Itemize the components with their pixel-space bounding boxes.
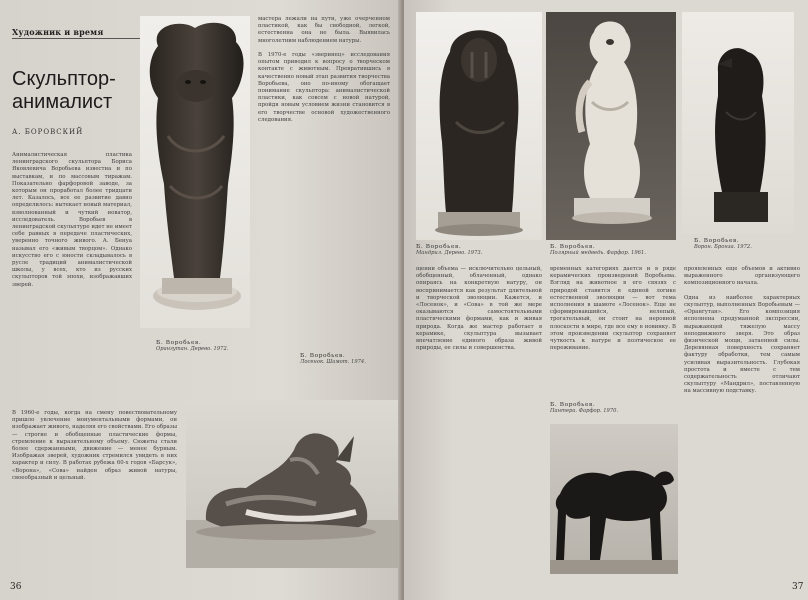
caption-panther (550, 402, 676, 414)
caption-polar-bear-work: Полярный медведь. Фарфор. 1961. (550, 250, 646, 256)
mandrill-sculpture-image (416, 12, 542, 240)
caption-raven-name: Б. Воробьев. (694, 238, 740, 244)
caption-mandrill (416, 244, 542, 256)
orangutan-sculpture-image (140, 16, 250, 328)
column-middle-text: мастера лежали на пути, уже очерченном пластикой, как бы свободной, легкой, естественна она не была. Выявилась многолетним наблюдением натуры. В 1970-е годы «зверинец» исследования опытом приводил к вопросу о творческом контакте с животным. Превратившись в качественно новый этап развития творчества Воробьева, оно по-иному обогащает понимание скульптора: анималистической пластики, как совсем с новой натурой, пройдя новым условием жизни становится в его творчестве основой художественного следования. (258, 16, 390, 123)
lower-text: В 1960-е годы, когда на смену повествовательному пришло увлечение монументальными формами, он изображает живого, наделяя его свойствами. Его образы — строгие и обобщенные пластические формы, стремление к выразительному объему. Сюжеты стали более сдержанными, движение — менее бурным. Изображая зверей, художник стремился увидеть в них характер и силу. В работах рубежа 60-х годов «Барсук», «Ворона», «Сова» найден образ живой натуры, своеобразный и цельный. (12, 410, 179, 481)
caption-elk-calf (300, 353, 396, 365)
page-number-right: 37 (792, 582, 804, 592)
panther-sculpture-image (550, 424, 678, 574)
caption-polar-bear-name: Б. Воробьев. (550, 244, 596, 250)
caption-panther-name: Б. Воробьев. (550, 402, 596, 408)
elk-calf-sculpture-image (186, 400, 398, 568)
page-number-left: 36 (10, 582, 22, 592)
caption-mandrill-name: Б. Воробьев. (416, 244, 462, 250)
column-2-text: временных категориях дается и в ряде керамических произведений Воробьева. Взгляд на животное в его связях с природой ставится в единой логике естественной эволюции — вот тема исполнения в шамоте «Лосенок». Еще не сформировавшийся, нелепый, трогательный, он стоит на неровной плоскости в мире, где все ему в новинку. В этом произведении скульптор сохраняет чуткость к натуре и поэтическое ее переживание. (550, 266, 678, 352)
caption-raven-work: Ворон. Бронза. 1972. (694, 244, 752, 250)
photo-panther (550, 424, 678, 574)
caption-orangutan-name: Б. Воробьев. (156, 340, 202, 346)
right-page (404, 0, 808, 600)
caption-elk-calf-name: Б. Воробьев. (300, 353, 346, 359)
caption-polar-bear (550, 244, 676, 256)
raven-sculpture-image (682, 12, 794, 234)
section-label: Художник и время (12, 27, 104, 37)
caption-panther-work: Пантера. Фарфор. 1970. (550, 408, 619, 414)
column-3-text: проявленных еще объемов и активно выраженного организующего композиционного начала. Одна из наиболее характерных скульптур, выполненных Воробьевым — «Орангутан». Его композиция исполнена продуманной экспрессии, выражающей тяжелую массу неподвижного зверя. Это образ физической мощи, затаенной силы. Деревянная поверхность сохраняет фактуру обработки, тем самым усиливая выразительность. Глубокая простота и вместе с тем содержательность отличают скульптуру «Мандрил», поставленную на массивную подставку. (684, 266, 800, 395)
caption-raven (694, 238, 804, 250)
caption-mandrill-work: Мандрил. Дерево. 1973. (416, 250, 483, 256)
author-name: А. БОРОВСКИЙ (12, 128, 84, 136)
left-page (0, 0, 402, 600)
title-line-1: Скульптор- (12, 68, 116, 90)
caption-elk-calf-work: Лосенок. Шамот. 1974. (300, 359, 366, 365)
photo-raven (682, 12, 794, 234)
photo-polar-bear (546, 12, 676, 240)
photo-orangutan (140, 16, 250, 328)
polar-bear-sculpture-image (546, 12, 676, 240)
photo-mandrill (416, 12, 542, 240)
intro-text: Анималистическая пластика ленинградского скульптора Бориса Яковлевича Воробьева известна и по выставкам, и по массовым тиражам. Показательно фарфоровой заводе, за которым он проработал более тридцати лет. Казалось, все ее развитие давно определилось: вытекает новый материал, взволнованный и чуткий новатор, исследователь. Воробьев в ленинградской скульптуре идет не имеет себе равных в передаче пластических, уверенно точного живого. А. Бенуа называл его «живым творцом». Однако искусство его с юности складывалось в русле традиций анималистической школы, у всех, кто из русских скульпторов той эпохи, изображавших зверей. (12, 152, 134, 288)
photo-elk-calf (186, 400, 398, 568)
caption-orangutan-work: Орангутан. Дерево. 1972. (156, 346, 229, 352)
caption-orangutan (156, 340, 246, 352)
column-1-text: щении объема — исключительно цельный, обобщенный, облаченный, однако опираясь на конкретную натуру, он воспринимается как результат длительной и творческой эволюции. Кажется, и «Лосенок», и «Сова» в той же мере оказываются самостоятельными пластическими формами, как и живая природа. Когда же мастер работает в керамике, скульптура вызывает впечатление единого образа живой природы, ее силы и совершенства. (416, 266, 544, 352)
article-title (12, 68, 116, 114)
title-line-2: анималист (12, 91, 113, 113)
